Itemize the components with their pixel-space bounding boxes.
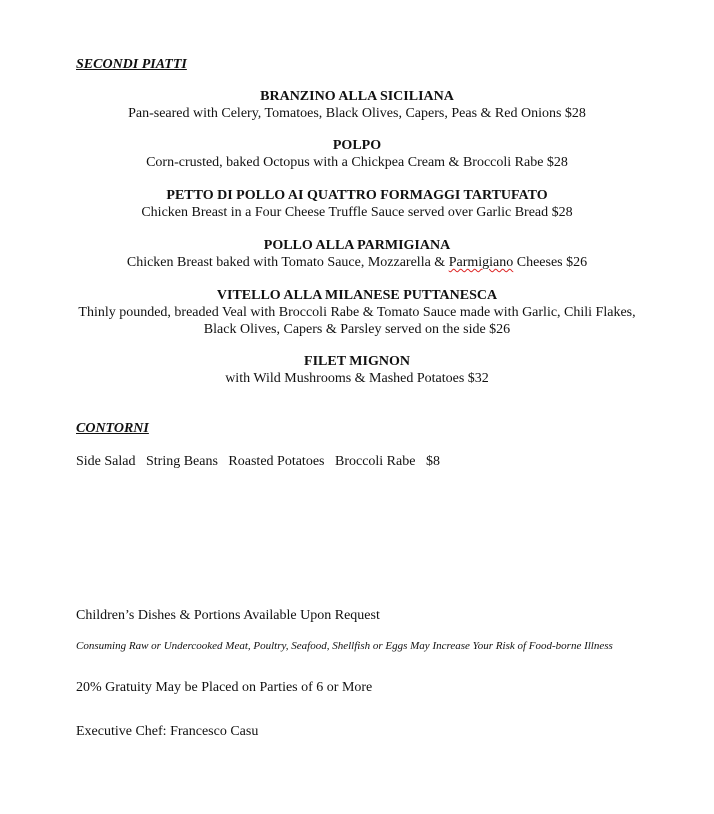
spellcheck-flagged-word[interactable]: Parmigiano (448, 255, 514, 270)
dish-description: Chicken Breast in a Four Cheese Truffle Sauce served over Garlic Bread $28 (141, 205, 573, 220)
dish-name: PETTO DI POLLO AI QUATTRO FORMAGGI TARTUFATO (166, 188, 548, 203)
dish-description: with Wild Mushrooms & Mashed Potatoes $32 (225, 371, 489, 386)
dish-vitello-milanese (0, 288, 714, 338)
description-text: Cheeses $26 (513, 255, 588, 270)
dish-name: FILET MIGNON (304, 354, 410, 369)
description-text: Chicken Breast baked with Tomato Sauce, Mozzarella & (126, 255, 449, 270)
dish-name: VITELLO ALLA MILANESE PUTTANESCA (216, 288, 498, 303)
dish-name: BRANZINO ALLA SICILIANA (260, 89, 454, 104)
dish-name: POLLO ALLA PARMIGIANA (263, 238, 451, 253)
dish-pollo-parmigiana (0, 238, 714, 271)
dish-description (0, 254, 714, 271)
gratuity-note: 20% Gratuity May be Placed on Parties of 6 or More (76, 680, 373, 695)
children-note: Children’s Dishes & Portions Available Upon Request (76, 608, 380, 623)
dish-branzino (0, 89, 714, 122)
dish-filet-mignon (0, 354, 714, 387)
dish-polpo (0, 138, 714, 171)
dish-description: Pan-seared with Celery, Tomatoes, Black Olives, Capers, Peas & Red Onions $28 (128, 106, 586, 121)
contorni-items: Side Salad String Beans Roasted Potatoes Broccoli Rabe $8 (76, 454, 440, 469)
section-heading-contorni: CONTORNI (76, 421, 149, 436)
dish-name: POLPO (332, 138, 382, 153)
dish-petto-di-pollo (0, 188, 714, 221)
dish-description: Corn-crusted, baked Octopus with a Chickpea Cream & Broccoli Rabe $28 (146, 155, 568, 170)
section-heading-secondi: SECONDI PIATTI (76, 57, 187, 72)
executive-chef: Executive Chef: Francesco Casu (76, 724, 259, 739)
food-safety-disclaimer: Consuming Raw or Undercooked Meat, Poultry, Seafood, Shellfish or Eggs May Increase Your Risk of Food-borne Illness (76, 640, 613, 652)
dish-description-line1: Thinly pounded, breaded Veal with Broccoli Rabe & Tomato Sauce made with Garlic, Chili Flakes, (78, 305, 636, 320)
dish-description-line2: Black Olives, Capers & Parsley served on the side $26 (203, 322, 511, 337)
